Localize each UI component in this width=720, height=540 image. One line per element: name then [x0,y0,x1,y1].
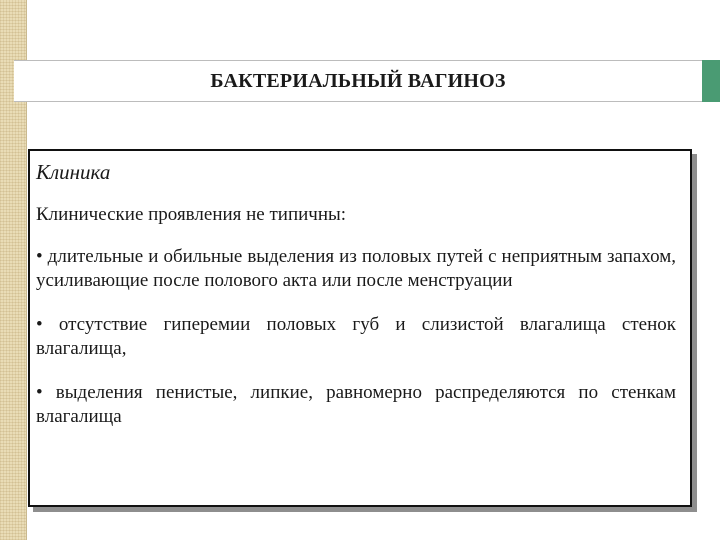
list-item: • отсутствие гиперемии половых губ и слизистой влагалища стенок влагалища, [36,314,676,359]
section-subheading: Клинические проявления не типичны: [36,204,347,225]
list-item: • выделения пенистые, липкие, равномерно распределяются по стенкам влагалища [36,382,676,427]
content-box [28,149,692,507]
title-banner [14,60,702,102]
section-heading: Клиника [36,160,111,184]
list-item: • длительные и обильные выделения из половых путей с неприятным запахом, усиливающие после полового акта или после менструации [36,246,676,291]
slide-title: БАКТЕРИАЛЬНЫЙ ВАГИНОЗ [210,69,506,92]
